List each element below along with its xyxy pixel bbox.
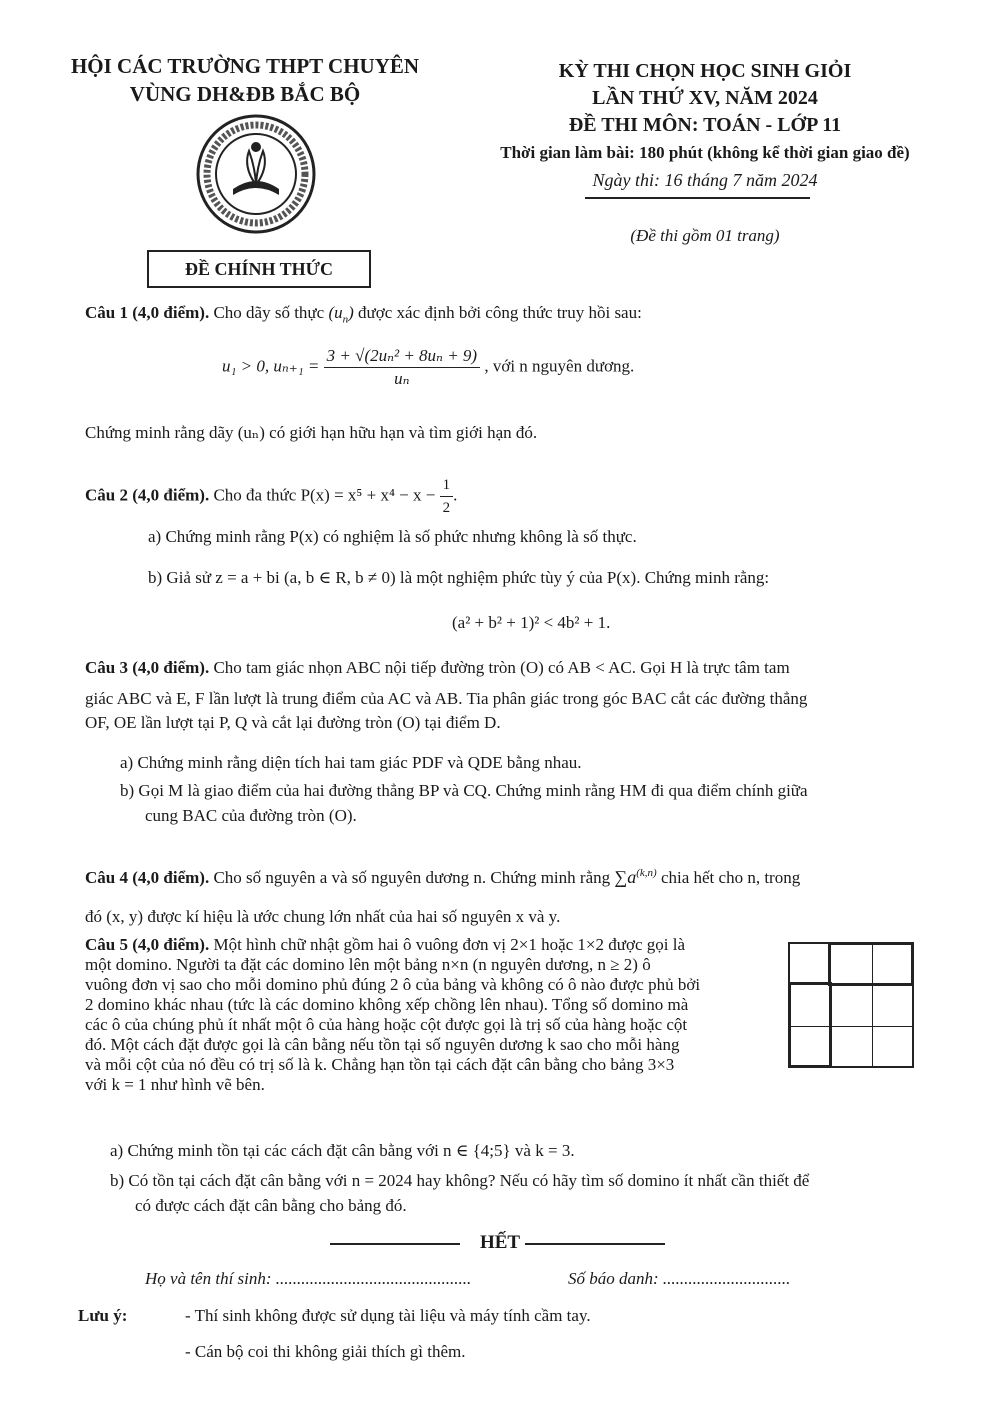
exam-duration: Thời gian làm bài: 180 phút (không kể thời gian giao đề) <box>500 143 910 162</box>
domino-vertical <box>788 982 832 1068</box>
q1-intro: Câu 1 (4,0 điểm). Cho dãy số thực $(u_n)$ được xác định bởi công thức truy hồi sau: <box>85 303 642 326</box>
q5-part-b-line2: có được cách đặt cân bằng cho bảng đó. <box>135 1196 407 1215</box>
official-exam-label: ĐỀ CHÍNH THỨC <box>147 250 371 288</box>
end-rule-left <box>330 1243 460 1245</box>
q3-line3: OF, OE lần lượt tại P, Q và cắt lại đường tròn (O) tại điểm D. <box>85 713 501 732</box>
q2-part-a: a) Chứng minh rằng P(x) có nghiệm là số phức nhưng không là số thực. <box>148 527 637 546</box>
date-underline <box>585 197 810 199</box>
q2-part-b: b) Giả sử z = a + bi (a, b ∈ R, b ≠ 0) là một nghiệm phức tùy ý của P(x). Chứng minh rằng: <box>148 568 770 587</box>
exam-title: KỲ THI CHỌN HỌC SINH GIỎI <box>558 60 852 82</box>
q2-heading: Câu 2 (4,0 điểm). <box>85 485 210 505</box>
page-count: (Đề thi gồm 01 trang) <box>630 226 780 245</box>
q1-intro-a: Cho dãy số thực <box>213 303 325 322</box>
school-seal-icon <box>193 111 319 237</box>
q5-body <box>85 935 780 1095</box>
q1-fraction-denominator: uₙ <box>394 369 410 388</box>
q5-line7: và mỗi cột của nó đều có trị số là k. Chẳng hạn tồn tại cách đặt cân bằng cho bảng 3×3 <box>85 1055 675 1074</box>
candidate-id-field: Số báo danh: .............................. <box>568 1269 791 1288</box>
org-line-2: VÙNG DH&ĐB BẮC BỘ <box>129 82 361 106</box>
exam-subject: ĐỀ THI MÔN: TOÁN - LỚP 11 <box>568 114 842 136</box>
q5-heading: Câu 5 (4,0 điểm). <box>85 935 210 954</box>
q4-heading: Câu 4 (4,0 điểm). <box>85 868 210 887</box>
q1-fraction <box>324 345 480 390</box>
q2-intro-text: Cho đa thức P(x) = x⁵ + x⁴ − x − <box>213 485 436 505</box>
note-1: - Thí sinh không được sử dụng tài liệu và máy tính cầm tay. <box>185 1306 591 1325</box>
candidate-name-field: Họ và tên thí sinh: .............................................. <box>145 1269 472 1288</box>
end-marker: HẾT <box>479 1232 521 1253</box>
exam-header <box>470 58 940 166</box>
q5-line3: vuông đơn vị sao cho mỗi domino phủ đúng 2 ô của bảng và không có ô nào được phủ bởi <box>85 975 701 994</box>
q3-heading: Câu 3 (4,0 điểm). <box>85 658 210 677</box>
q3-part-b-line1: b) Gọi M là giao điểm của hai đường thẳng BP và CQ. Chứng minh rằng HM đi qua điểm chính giữa <box>120 781 808 800</box>
q3-line2: giác ABC và E, F lần lượt là trung điểm của AC và AB. Tia phân giác trong góc BAC cắt các đường thẳng <box>85 689 808 708</box>
end-rule-right <box>525 1243 665 1245</box>
q5-line6: đó. Một cách đặt được gọi là cân bằng nếu tồn tại số nguyên dương k sao cho mỗi hàng <box>85 1035 680 1054</box>
q1-formula <box>222 345 782 390</box>
note-label: Lưu ý: <box>78 1306 128 1325</box>
domino-grid-figure <box>788 942 914 1068</box>
organization-header <box>60 52 430 108</box>
q1-formula-left: u₁ > 0, uₙ₊₁ = <box>222 356 320 376</box>
q3-line1-text: Cho tam giác nhọn ABC nội tiếp đường tròn (O) có AB < AC. Gọi H là trực tâm tam <box>213 658 790 677</box>
q1-formula-tail: , với n nguyên dương. <box>484 356 635 376</box>
q4-line1a: Cho số nguyên a và số nguyên dương n. Chứng minh rằng <box>213 868 611 887</box>
q2-inequality: (a² + b² + 1)² < 4b² + 1. <box>452 613 611 632</box>
org-line-1: HỘI CÁC TRƯỜNG THPT CHUYÊN <box>70 54 420 78</box>
exam-date: Ngày thi: 16 tháng 7 năm 2024 <box>592 170 818 190</box>
q1-prove: Chứng minh rằng dãy (uₙ) có giới hạn hữu hạn và tìm giới hạn đó. <box>85 423 538 442</box>
q2-intro: Câu 2 (4,0 điểm). Cho đa thức P(x) = x⁵ + x⁴ − x − $\frac{1}{2}$ . <box>85 474 945 519</box>
q5-part-b-line1: b) Có tồn tại cách đặt cân bằng với n = 2024 hay không? Nếu có hãy tìm số domino ít nhất cần thiết để <box>110 1171 810 1190</box>
q5-line5: các ô của chúng phủ ít nhất một ô của hàng hoặc cột được gọi là trị số của hàng hoặc cột <box>85 1015 688 1034</box>
q4-line1b: chia hết cho n, trong <box>660 868 801 887</box>
q1-intro-b: được xác định bởi công thức truy hồi sau: <box>358 303 642 322</box>
q3-line1 <box>85 657 965 679</box>
q5-line1: Một hình chữ nhật gồm hai ô vuông đơn vị 2×1 hoặc 1×2 được gọi là <box>213 935 686 954</box>
q3-part-a: a) Chứng minh rằng diện tích hai tam giác PDF và QDE bằng nhau. <box>120 753 582 772</box>
q5-part-a: a) Chứng minh tồn tại các cách đặt cân bằng với n ∈ {4;5} và k = 3. <box>110 1141 575 1160</box>
domino-horizontal <box>828 942 914 986</box>
q1-heading: Câu 1 (4,0 điểm). <box>85 303 210 322</box>
exam-edition: LẦN THỨ XV, NĂM 2024 <box>592 87 818 109</box>
q5-line4: 2 domino khác nhau (tức là các domino không xếp chồng lên nhau). Tổng số domino mà <box>85 995 689 1014</box>
note-2: - Cán bộ coi thi không giải thích gì thêm. <box>185 1342 466 1361</box>
q1-fraction-numerator: 3 + √(2uₙ² + 8uₙ + 9) <box>324 345 480 368</box>
q5-line8: với k = 1 như hình vẽ bên. <box>85 1075 265 1094</box>
q4-line2: đó (x, y) được kí hiệu là ước chung lớn nhất của hai số nguyên x và y. <box>85 907 561 926</box>
q3-part-b-line2: cung BAC của đường tròn (O). <box>145 806 357 825</box>
q4-line1: Câu 4 (4,0 điểm). Cho số nguyên a và số nguyên dương n. Chứng minh rằng $\sum a^{(k,n)}$ chia hết cho n, trong <box>85 867 801 887</box>
q5-line2: một domino. Người ta đặt các domino lên một bảng n×n (n nguyên dương, n ≥ 2) ô <box>85 955 651 974</box>
